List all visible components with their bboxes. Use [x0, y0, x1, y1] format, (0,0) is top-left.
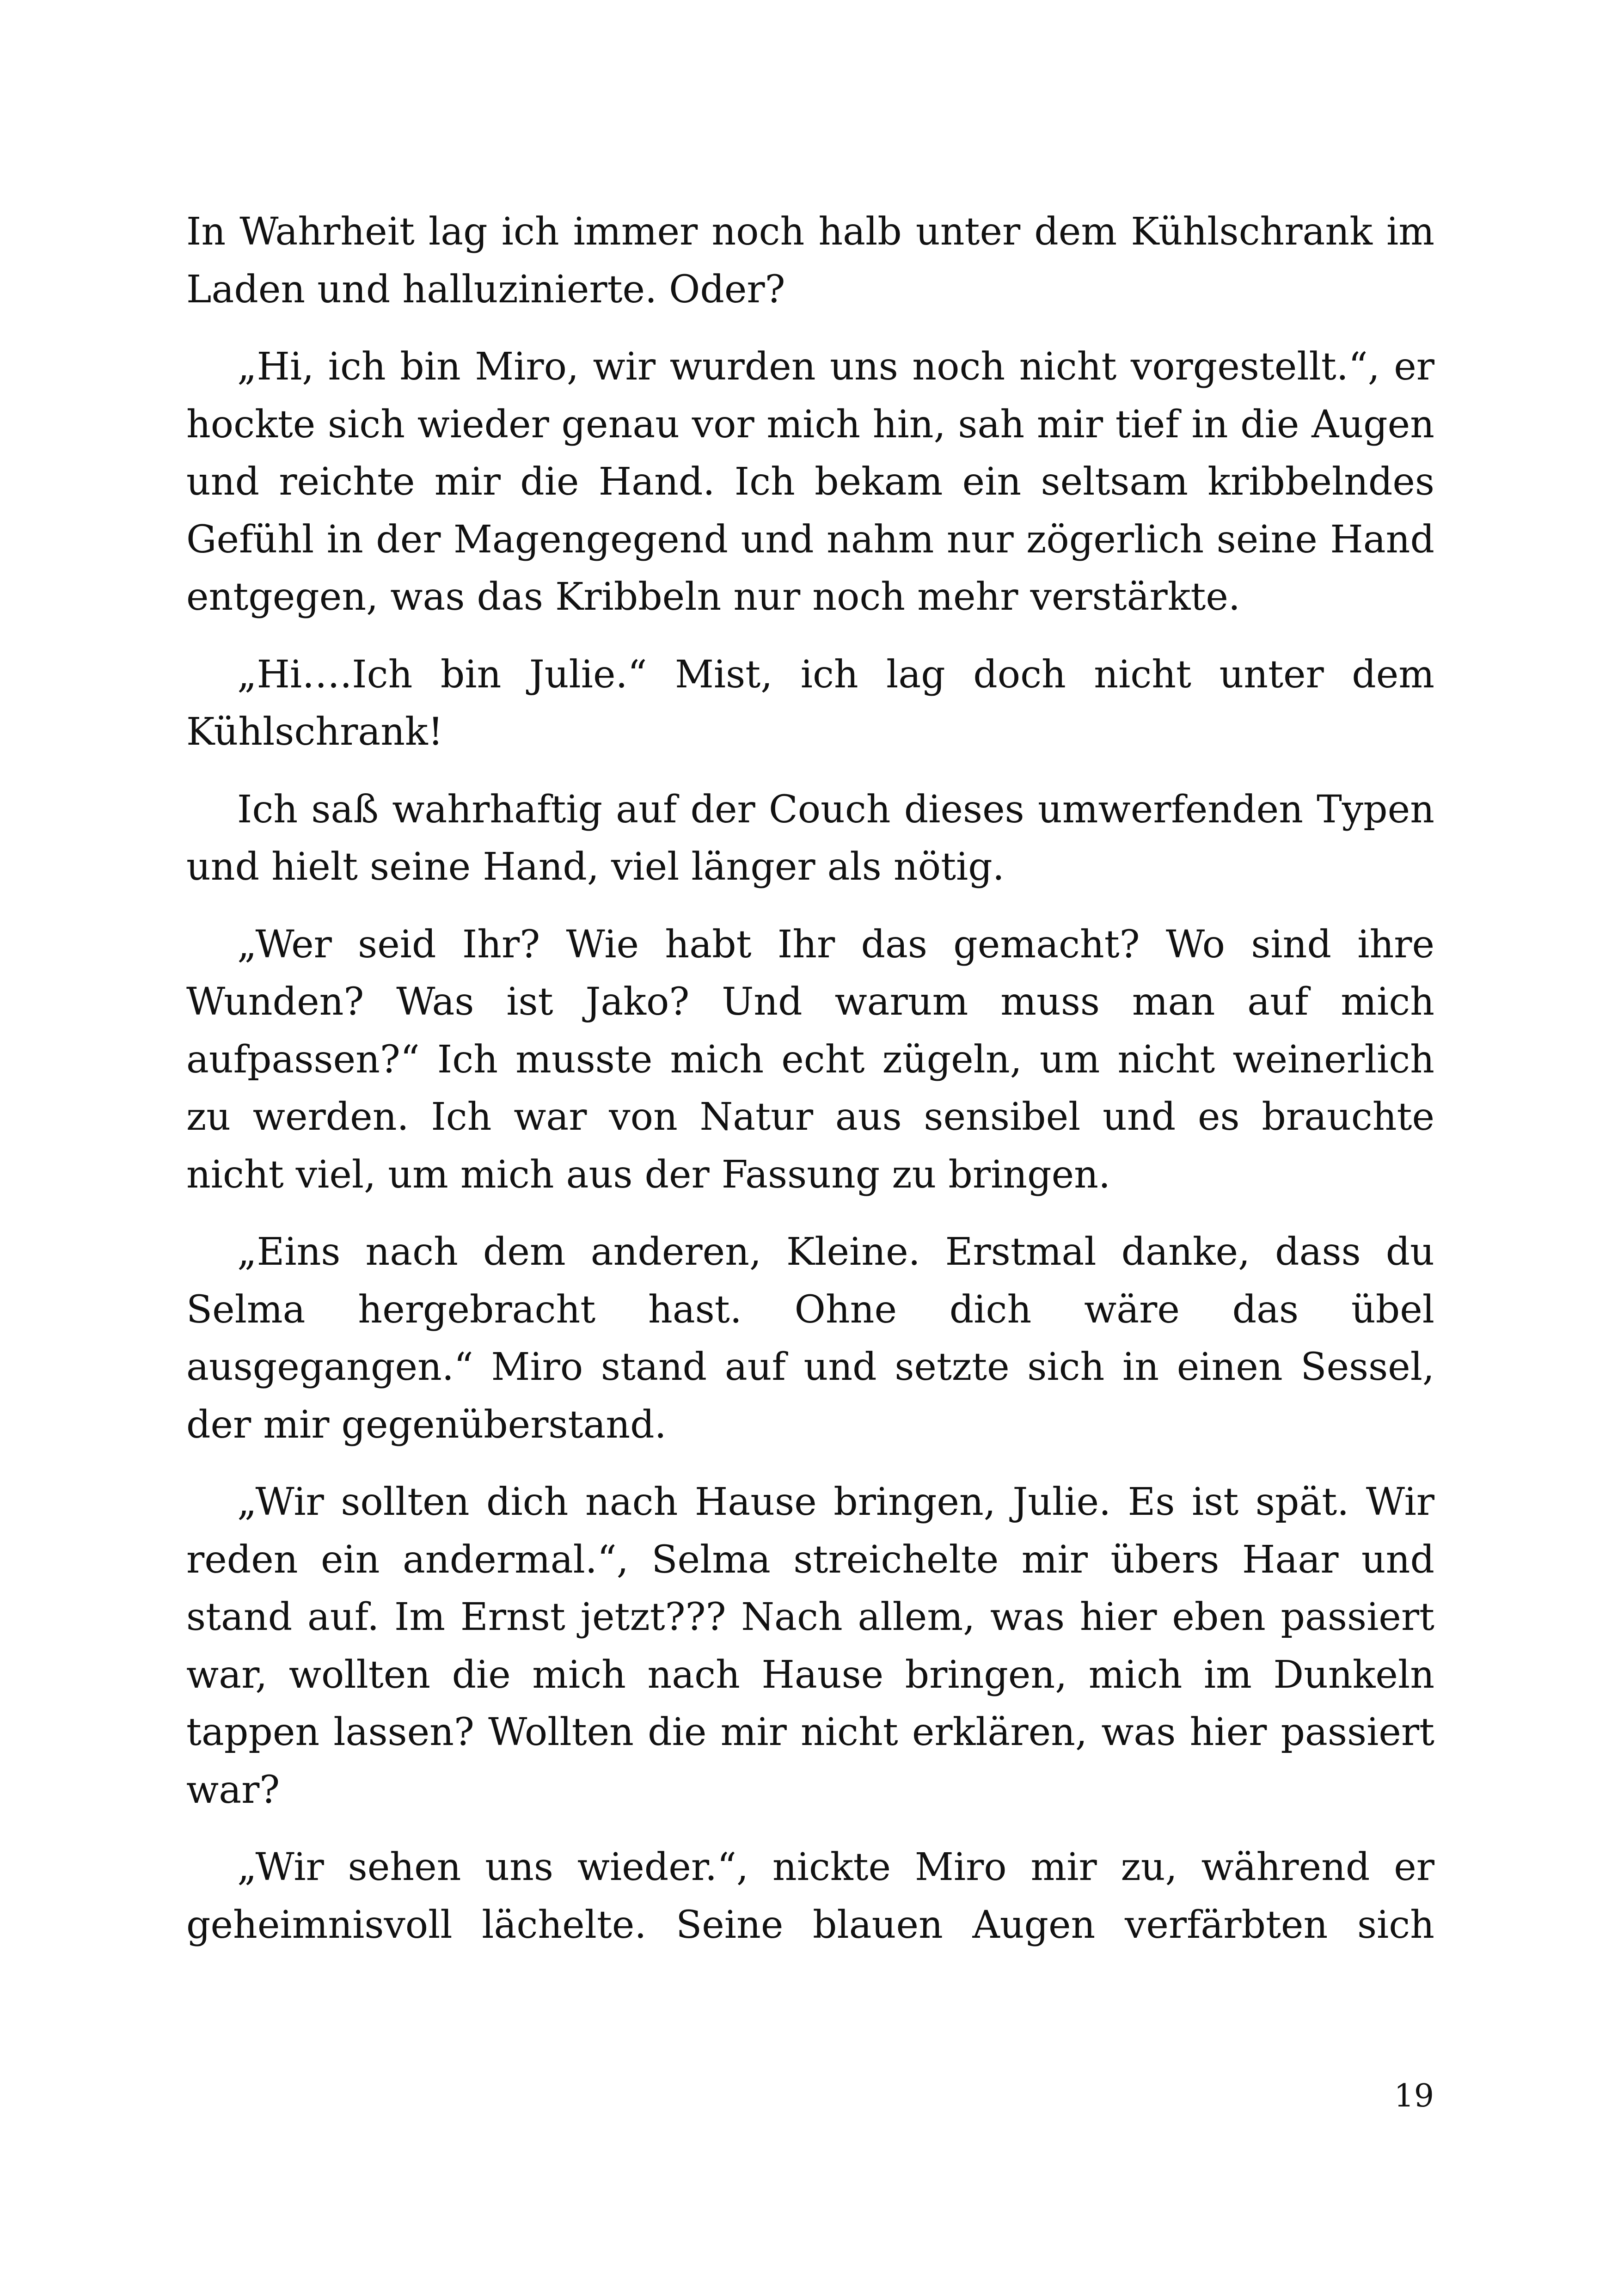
paragraph-8: „Wir sehen uns wieder.“, nickte Miro mir zu, während er geheimnisvoll lächelte. Seine blauen Augen verfärbten sich — [186, 1845, 1434, 1947]
body-text — [186, 203, 1434, 1974]
paragraph-6: „Eins nach dem anderen, Kleine. Erstmal danke, dass du Selma hergebracht hast. Ohne dich wäre das übel ausgegangen.“ Miro stand auf und setzte sich in einen Sessel, der mir gegenüberstand. — [186, 1230, 1434, 1447]
paragraph-7: „Wir sollten dich nach Hause bringen, Julie. Es ist spät. Wir reden ein andermal.“, Selma streichelte mir übers Haar und stand auf. Im Ernst jetzt??? Nach allem, was hier eben passiert war, wollten die mich nach Hause bringen, mich im Dunkeln tappen lassen? Wollten die mir nicht erklären, was hier passiert war? — [186, 1480, 1434, 1812]
paragraph-5: „Wer seid Ihr? Wie habt Ihr das gemacht? Wo sind ihre Wunden? Was ist Jako? Und warum muss man auf mich aufpassen?“ Ich musste mich echt zügeln, um nicht weinerlich zu werden. Ich war von Natur aus sensibel und es brauchte nicht viel, um mich aus der Fassung zu bringen. — [186, 922, 1434, 1197]
paragraph-1: In Wahrheit lag ich immer noch halb unter dem Kühlschrank im Laden und halluzinierte. Oder? — [186, 210, 1434, 312]
paragraph-3: „Hi….Ich bin Julie.“ Mist, ich lag doch nicht unter dem Kühlschrank! — [186, 652, 1434, 754]
page-number: 19 — [1394, 2078, 1434, 2114]
paragraph-2: „Hi, ich bin Miro, wir wurden uns noch nicht vorgestellt.“, er hockte sich wieder genau vor mich hin, sah mir tief in die Augen und reichte mir die Hand. Ich bekam ein seltsam kribbelndes Gefühl in der Magengegend und nahm nur zögerlich seine Hand entgegen, was das Kribbeln nur noch mehr verstärkte. — [186, 345, 1434, 619]
paragraph-4: Ich saß wahrhaftig auf der Couch dieses umwerfenden Typen und hielt seine Hand, viel länger als nötig. — [186, 787, 1434, 889]
